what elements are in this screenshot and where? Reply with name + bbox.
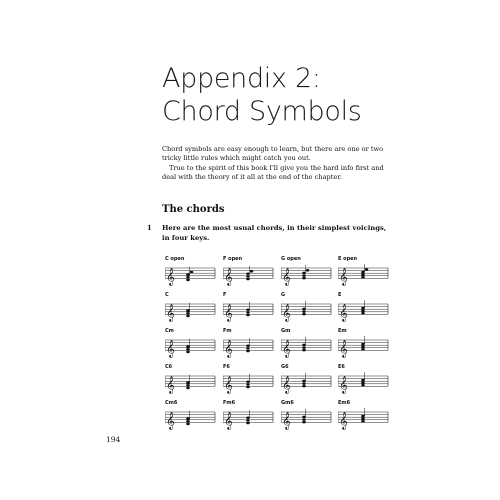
treble-clef-icon: 𝄞: [166, 339, 175, 358]
chord-staff: [338, 371, 392, 395]
chord-note: [186, 381, 190, 384]
chord-staff: [281, 299, 335, 323]
chord-note: [186, 276, 190, 279]
chord-note: [361, 417, 365, 420]
chord-staff: [223, 407, 277, 431]
chord-note: [246, 278, 250, 281]
chord-staff: [338, 407, 392, 431]
treble-clef-icon: 𝄞: [339, 411, 348, 430]
chord-note: [246, 345, 250, 348]
chord-note: [361, 309, 365, 312]
chord-label: Fm6: [223, 400, 236, 406]
chord-note: [302, 274, 306, 277]
chord-label: C: [165, 292, 169, 298]
treble-clef-icon: 𝄞: [339, 303, 348, 322]
title-line-1: Appendix 2:: [162, 63, 321, 94]
treble-clef-icon: 𝄞: [339, 375, 348, 394]
treble-clef-icon: 𝄞: [224, 303, 233, 322]
chord-staff: [338, 263, 392, 287]
chord-note: [302, 277, 306, 280]
chord-label: Em: [338, 328, 347, 334]
chord-note: [186, 423, 190, 426]
title-line-2: Chord Symbols: [162, 96, 362, 127]
chord-note: [302, 380, 306, 383]
chord-staff: [165, 371, 219, 395]
chord-label: F: [223, 292, 227, 298]
chord-note: [246, 417, 250, 420]
intro-paragraph-2: True to the spirit of this book I'll give you the hard info first and deal with the theory of it all at the end of the chapter.: [162, 163, 384, 181]
chord-note: [361, 348, 365, 351]
chord-staff: [281, 371, 335, 395]
section-heading: The chords: [162, 204, 225, 215]
chord-label: G: [281, 292, 286, 298]
chord-label: Cm: [165, 328, 174, 334]
chord-note: [361, 379, 365, 382]
chord-staff: [338, 335, 392, 359]
treble-clef-icon: 𝄞: [282, 267, 291, 286]
item-text: Here are the most usual chords, in their simplest voicings, in four keys.: [162, 224, 387, 242]
chord-note: [246, 381, 250, 384]
treble-clef-icon: 𝄞: [166, 375, 175, 394]
chord-staff: [281, 335, 335, 359]
chord-note: [186, 279, 190, 282]
treble-clef-icon: 𝄞: [166, 267, 175, 286]
chord-label: Em6: [338, 400, 351, 406]
chord-note: [361, 415, 365, 418]
chord-note: [246, 386, 250, 389]
chord-note: [246, 311, 250, 314]
chord-staff: [281, 263, 335, 287]
chord-label: F6: [223, 364, 230, 370]
chord-note: [361, 276, 365, 279]
chord-note: [302, 344, 306, 347]
chord-note: [186, 345, 190, 348]
chord-staff: [165, 335, 219, 359]
chord-note: [246, 273, 250, 276]
chord-note: [186, 351, 190, 354]
chord-label: G6: [281, 364, 289, 370]
treble-clef-icon: 𝄞: [339, 339, 348, 358]
chord-note: [361, 384, 365, 387]
chord-note: [302, 308, 306, 311]
chord-note: [361, 420, 365, 423]
chord-note: [302, 349, 306, 352]
treble-clef-icon: 𝄞: [166, 303, 175, 322]
chord-staff: [165, 263, 219, 287]
chord-note: [361, 312, 365, 315]
treble-clef-icon: 𝄞: [224, 339, 233, 358]
chord-label: C6: [165, 364, 173, 370]
chord-note: [186, 387, 190, 390]
chord-note: [190, 271, 194, 274]
chord-label: E: [338, 292, 342, 298]
chord-note: [186, 348, 190, 351]
chord-note: [361, 345, 365, 348]
chord-note: [186, 417, 190, 420]
chord-note: [246, 419, 250, 422]
chord-note: [306, 269, 310, 272]
chord-note: [302, 313, 306, 316]
chord-note: [250, 270, 254, 273]
chord-staff: [165, 407, 219, 431]
chord-note: [361, 273, 365, 276]
chord-note: [246, 383, 250, 386]
treble-clef-icon: 𝄞: [282, 339, 291, 358]
chord-note: [302, 418, 306, 421]
chord-label: Fm: [223, 328, 232, 334]
chord-note: [246, 314, 250, 317]
treble-clef-icon: 𝄞: [282, 375, 291, 394]
chord-note: [361, 381, 365, 384]
item-number: 1: [147, 224, 152, 232]
chord-note: [246, 350, 250, 353]
chord-note: [186, 273, 190, 276]
intro-paragraph-1: Chord symbols are easy enough to learn, but there are one or two tricky little rules which might catch you out.: [162, 145, 384, 163]
chord-note: [365, 268, 369, 271]
chord-note: [302, 310, 306, 313]
chord-note: [302, 421, 306, 424]
chord-note: [186, 309, 190, 312]
chord-note: [246, 309, 250, 312]
chord-label: F open: [223, 256, 243, 262]
chord-label: E open: [338, 256, 358, 262]
chord-note: [361, 343, 365, 346]
chord-note: [186, 312, 190, 315]
chord-staff: [223, 299, 277, 323]
chord-note: [302, 382, 306, 385]
treble-clef-icon: 𝄞: [282, 411, 291, 430]
chord-staff: [281, 407, 335, 431]
chord-label: Gm6: [281, 400, 294, 406]
chord-note: [302, 346, 306, 349]
treble-clef-icon: 𝄞: [166, 411, 175, 430]
chord-note: [186, 384, 190, 387]
treble-clef-icon: 𝄞: [282, 303, 291, 322]
treble-clef-icon: 𝄞: [224, 375, 233, 394]
chord-label: Gm: [281, 328, 291, 334]
chord-note: [302, 385, 306, 388]
treble-clef-icon: 𝄞: [224, 267, 233, 286]
chord-staff: [338, 299, 392, 323]
chord-note: [302, 272, 306, 275]
chord-note: [186, 315, 190, 318]
chord-note: [186, 420, 190, 423]
chord-label: G open: [281, 256, 301, 262]
chord-label: C open: [165, 256, 185, 262]
page-number: 194: [106, 435, 121, 444]
treble-clef-icon: 𝄞: [224, 411, 233, 430]
chord-note: [246, 422, 250, 425]
treble-clef-icon: 𝄞: [339, 267, 348, 286]
chord-note: [246, 347, 250, 350]
chord-staff: [165, 299, 219, 323]
chord-staff: [223, 335, 277, 359]
chord-label: Cm6: [165, 400, 178, 406]
chord-note: [302, 416, 306, 419]
chord-note: [361, 307, 365, 310]
chord-note: [361, 271, 365, 274]
chord-note: [246, 275, 250, 278]
chord-staff: [223, 371, 277, 395]
chord-label: E6: [338, 364, 345, 370]
chord-staff: [223, 263, 277, 287]
